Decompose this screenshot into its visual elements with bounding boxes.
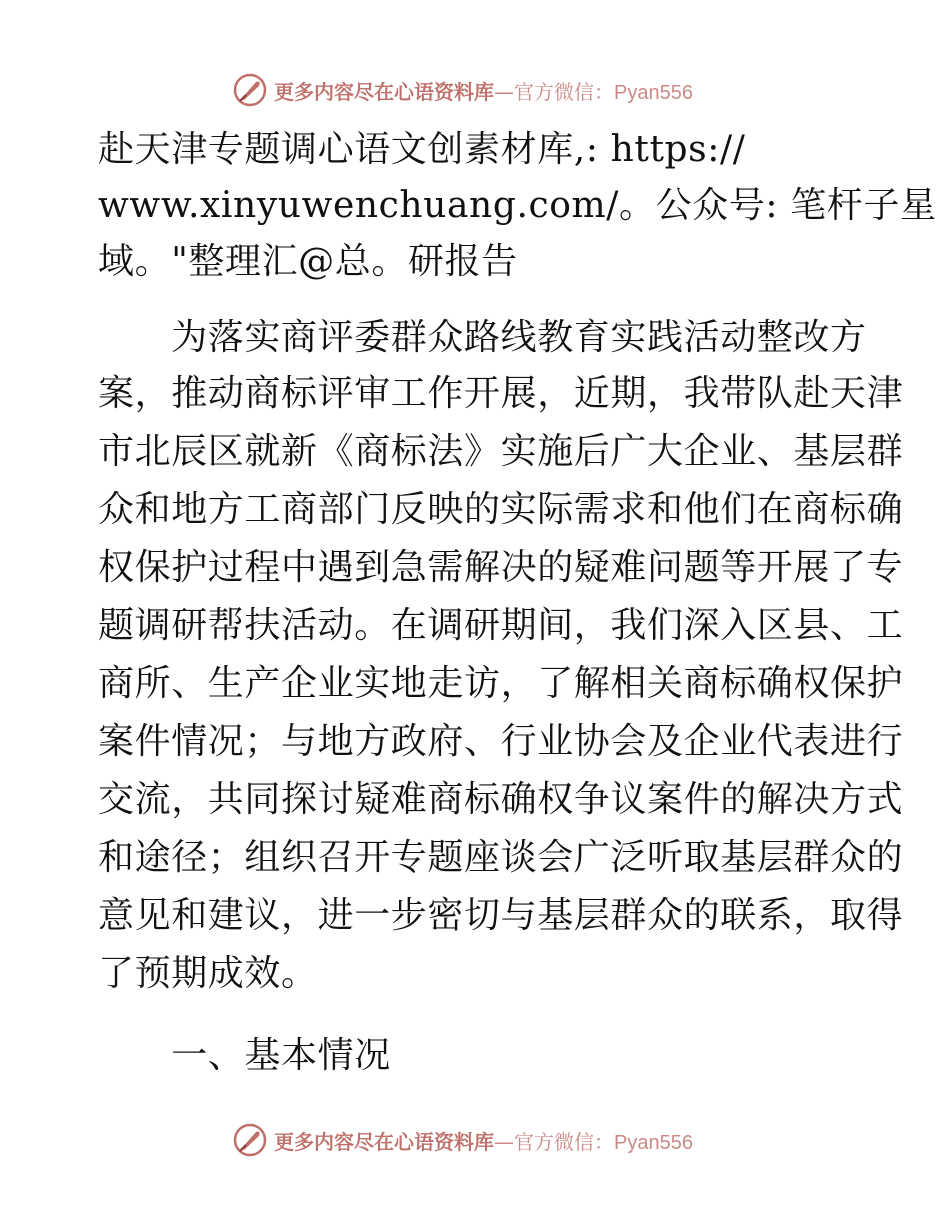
watermark-separator: — xyxy=(494,79,514,104)
watermark-banner-top xyxy=(232,70,712,110)
watermark-text xyxy=(274,1126,693,1155)
watermark-separator: — xyxy=(494,1129,514,1154)
watermark-brand: 更多内容尽在心语资料库 xyxy=(274,79,494,104)
section-heading: 一、基本情况 xyxy=(98,1035,391,1076)
feather-circle-logo-icon xyxy=(232,1122,268,1158)
header-line-3: 域。"整理汇@总。研报告 xyxy=(98,241,518,282)
paragraph-line: 商所、生产企业实地走访，了解相关商标确权保护 xyxy=(98,663,904,704)
watermark-brand: 更多内容尽在心语资料库 xyxy=(274,1129,494,1154)
paragraph-line: 权保护过程中遇到急需解决的疑难问题等开展了专 xyxy=(98,547,904,588)
feather-circle-logo-icon xyxy=(232,72,268,108)
paragraph-line: 案件情况；与地方政府、行业协会及企业代表进行 xyxy=(98,721,904,762)
watermark-suffix: 官方微信： xyxy=(514,1129,614,1154)
watermark-wechat-id: Pyan556 xyxy=(614,1131,693,1154)
paragraph-line: 众和地方工商部门反映的实际需求和他们在商标确 xyxy=(98,489,904,530)
header-line-2: www.xinyuwenchuang.com/。公众号: 笔杆子星 xyxy=(98,185,937,226)
paragraph-line: 市北辰区就新《商标法》实施后广大企业、基层群 xyxy=(98,431,904,472)
watermark-banner-bottom xyxy=(232,1120,712,1160)
header-line-1: 赴天津专题调心语文创素材库,: https:// xyxy=(98,129,746,170)
watermark-wechat-id: Pyan556 xyxy=(614,81,693,104)
paragraph-line: 题调研帮扶活动。在调研期间，我们深入区县、工 xyxy=(98,605,904,646)
paragraph-line: 和途径；组织召开专题座谈会广泛听取基层群众的 xyxy=(98,837,904,878)
paragraph-line: 为落实商评委群众路线教育实践活动整改方 xyxy=(98,317,867,358)
watermark-suffix: 官方微信： xyxy=(514,79,614,104)
paragraph-line: 交流，共同探讨疑难商标确权争议案件的解决方式 xyxy=(98,779,904,820)
watermark-text xyxy=(274,76,693,105)
paragraph-line: 了预期成效。 xyxy=(98,953,318,994)
paragraph-line: 意见和建议，进一步密切与基层群众的联系，取得 xyxy=(98,895,904,936)
paragraph-line: 案，推动商标评审工作开展，近期，我带队赴天津 xyxy=(98,373,904,414)
